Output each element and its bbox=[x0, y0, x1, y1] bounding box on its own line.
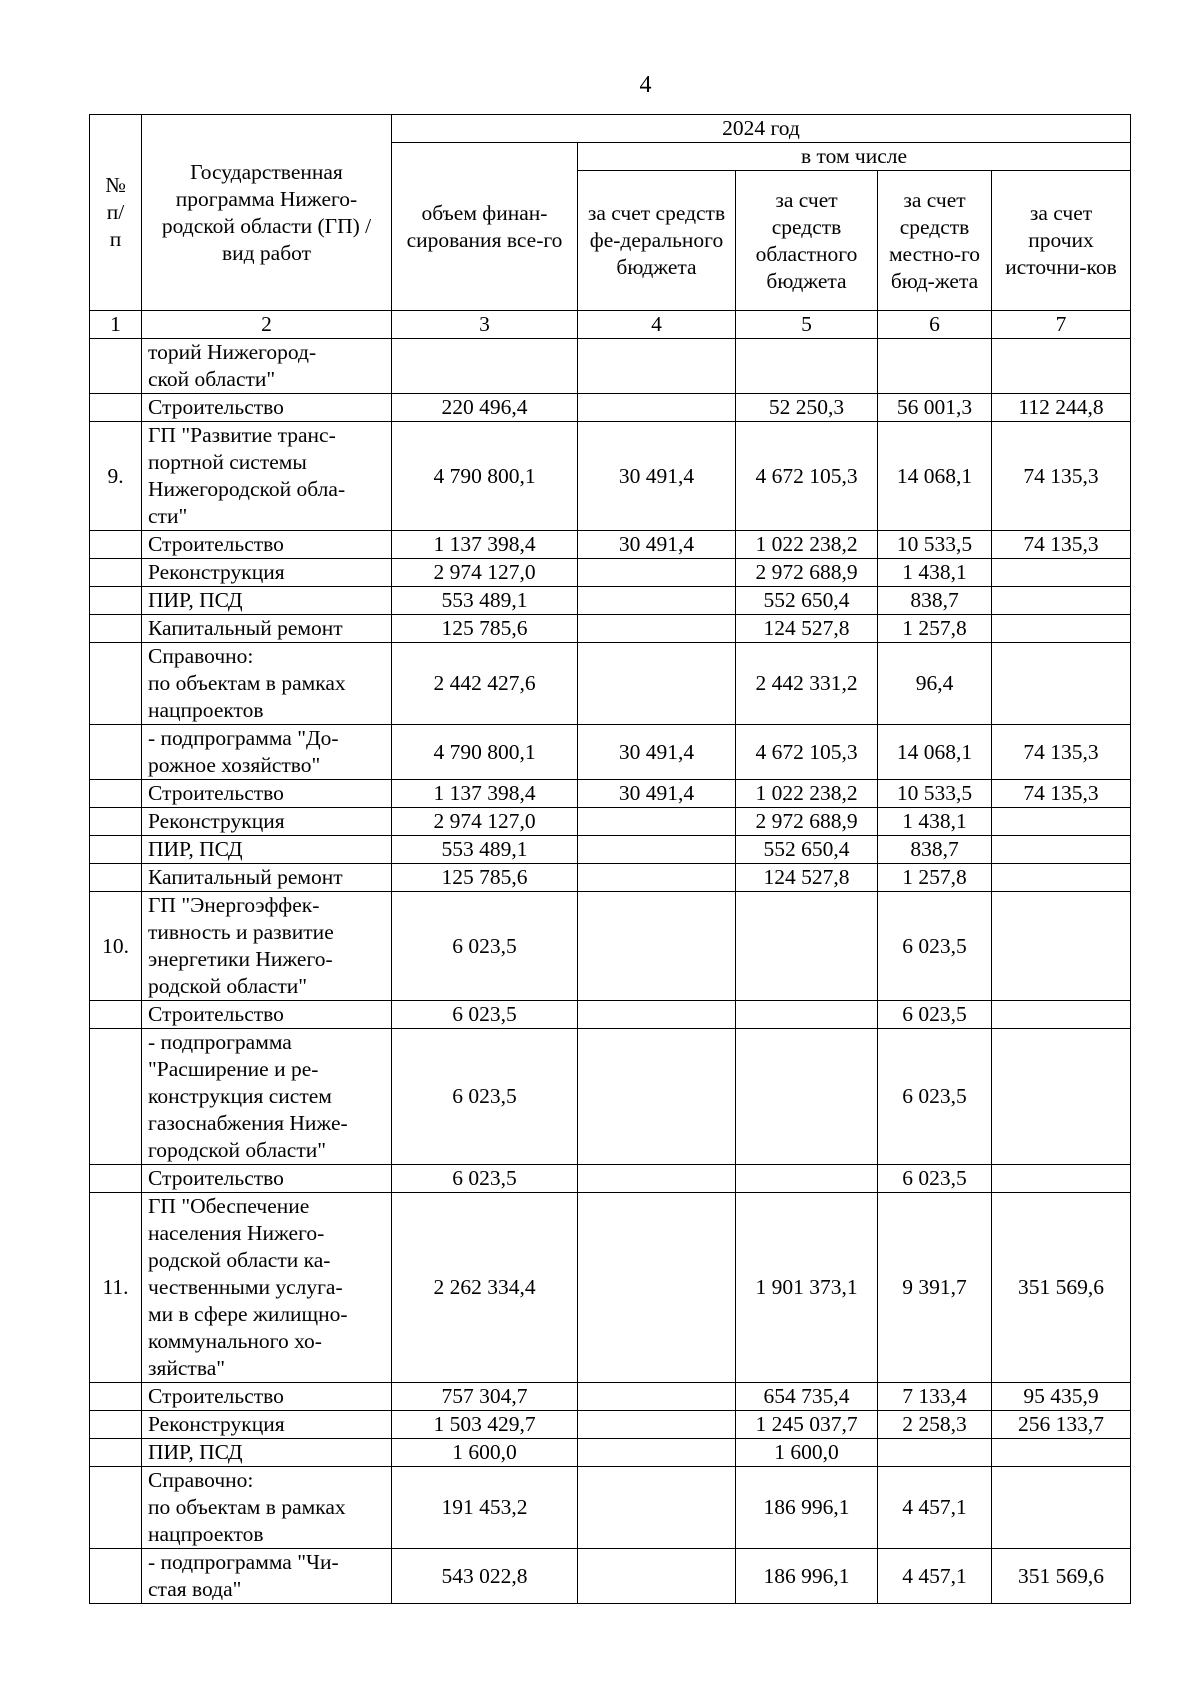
local-budget-cell: 1 438,1 bbox=[878, 559, 992, 587]
table-row bbox=[90, 531, 1131, 559]
local-budget-cell: 4 457,1 bbox=[878, 1549, 992, 1604]
table-row bbox=[90, 615, 1131, 643]
other-sources-cell: 74 135,3 bbox=[992, 422, 1131, 531]
federal-budget-cell bbox=[578, 643, 736, 725]
federal-budget-cell bbox=[578, 892, 736, 1001]
row-number-cell bbox=[90, 1029, 142, 1165]
total-funding-cell: 2 974 127,0 bbox=[392, 559, 578, 587]
regional-budget-cell: 2 972 688,9 bbox=[736, 808, 878, 836]
row-name-cell: Строительство bbox=[142, 531, 392, 559]
federal-budget-cell bbox=[578, 1549, 736, 1604]
other-sources-cell: 351 569,6 bbox=[992, 1549, 1131, 1604]
federal-budget-cell bbox=[578, 615, 736, 643]
other-sources-cell: 256 133,7 bbox=[992, 1411, 1131, 1439]
local-budget-cell: 9 391,7 bbox=[878, 1193, 992, 1383]
total-funding-cell: 1 137 398,4 bbox=[392, 531, 578, 559]
total-funding-cell: 553 489,1 bbox=[392, 836, 578, 864]
row-number-cell bbox=[90, 1383, 142, 1411]
table-row bbox=[90, 422, 1131, 531]
regional-budget-cell: 1 022 238,2 bbox=[736, 531, 878, 559]
row-number-cell bbox=[90, 808, 142, 836]
row-name-cell: - подпрограмма "До- рожное хозяйство" bbox=[142, 725, 392, 780]
regional-budget-cell bbox=[736, 1001, 878, 1029]
regional-budget-cell: 2 972 688,9 bbox=[736, 559, 878, 587]
row-number-cell bbox=[90, 1467, 142, 1549]
table-row bbox=[90, 892, 1131, 1001]
row-name-cell: Реконструкция bbox=[142, 808, 392, 836]
header-col4: за счет средств фе-дерального бюджета bbox=[578, 171, 736, 311]
total-funding-cell: 553 489,1 bbox=[392, 587, 578, 615]
row-name-cell: Справочно: по объектам в рамках нацпроектов bbox=[142, 643, 392, 725]
page-number: 4 bbox=[639, 72, 652, 98]
other-sources-cell bbox=[992, 559, 1131, 587]
col-number: 1 bbox=[90, 311, 142, 339]
regional-budget-cell: 2 442 331,2 bbox=[736, 643, 878, 725]
row-number-cell bbox=[90, 643, 142, 725]
other-sources-cell bbox=[992, 808, 1131, 836]
table-row bbox=[90, 1001, 1131, 1029]
row-name-cell: Справочно: по объектам в рамках нацпроектов bbox=[142, 1467, 392, 1549]
row-number-cell bbox=[90, 725, 142, 780]
header-col3: объем финан-сирования все-го bbox=[392, 143, 578, 311]
row-name-cell: ГП "Развитие транс- портной системы Нижегородской обла- сти" bbox=[142, 422, 392, 531]
row-name-cell: Реконструкция bbox=[142, 559, 392, 587]
federal-budget-cell: 30 491,4 bbox=[578, 725, 736, 780]
row-name-cell: Капитальный ремонт bbox=[142, 615, 392, 643]
regional-budget-cell: 552 650,4 bbox=[736, 587, 878, 615]
header-incl: в том числе bbox=[578, 143, 1131, 171]
local-budget-cell: 6 023,5 bbox=[878, 1001, 992, 1029]
local-budget-cell: 6 023,5 bbox=[878, 1165, 992, 1193]
local-budget-cell bbox=[878, 339, 992, 394]
table-row bbox=[90, 559, 1131, 587]
total-funding-cell: 6 023,5 bbox=[392, 1029, 578, 1165]
federal-budget-cell bbox=[578, 587, 736, 615]
row-name-cell: ГП "Обеспечение населения Нижего- родской области ка- чественными услуга- ми в сфере жилищно- коммунального хо- зяйства" bbox=[142, 1193, 392, 1383]
header-year: 2024 год bbox=[392, 115, 1131, 143]
local-budget-cell: 838,7 bbox=[878, 836, 992, 864]
regional-budget-cell: 654 735,4 bbox=[736, 1383, 878, 1411]
row-number-cell bbox=[90, 339, 142, 394]
total-funding-cell: 125 785,6 bbox=[392, 615, 578, 643]
table-row bbox=[90, 1193, 1131, 1383]
other-sources-cell bbox=[992, 643, 1131, 725]
federal-budget-cell: 30 491,4 bbox=[578, 780, 736, 808]
local-budget-cell: 6 023,5 bbox=[878, 1029, 992, 1165]
regional-budget-cell: 124 527,8 bbox=[736, 615, 878, 643]
federal-budget-cell bbox=[578, 1439, 736, 1467]
other-sources-cell bbox=[992, 864, 1131, 892]
row-number-cell bbox=[90, 1165, 142, 1193]
local-budget-cell: 6 023,5 bbox=[878, 892, 992, 1001]
table-row bbox=[90, 587, 1131, 615]
table-row bbox=[90, 1411, 1131, 1439]
regional-budget-cell: 1 022 238,2 bbox=[736, 780, 878, 808]
table-row bbox=[90, 643, 1131, 725]
local-budget-cell: 2 258,3 bbox=[878, 1411, 992, 1439]
col-number: 6 bbox=[878, 311, 992, 339]
table-row bbox=[90, 1549, 1131, 1604]
other-sources-cell: 74 135,3 bbox=[992, 780, 1131, 808]
row-number-cell bbox=[90, 836, 142, 864]
total-funding-cell: 1 137 398,4 bbox=[392, 780, 578, 808]
row-name-cell: - подпрограмма "Чи- стая вода" bbox=[142, 1549, 392, 1604]
row-number-cell bbox=[90, 1001, 142, 1029]
regional-budget-cell: 186 996,1 bbox=[736, 1467, 878, 1549]
row-number-cell bbox=[90, 587, 142, 615]
federal-budget-cell bbox=[578, 808, 736, 836]
table-row bbox=[90, 1383, 1131, 1411]
total-funding-cell: 2 262 334,4 bbox=[392, 1193, 578, 1383]
row-number-cell: 11. bbox=[90, 1193, 142, 1383]
federal-budget-cell bbox=[578, 1001, 736, 1029]
other-sources-cell bbox=[992, 1001, 1131, 1029]
other-sources-cell bbox=[992, 836, 1131, 864]
row-number-cell: 10. bbox=[90, 892, 142, 1001]
regional-budget-cell: 4 672 105,3 bbox=[736, 422, 878, 531]
row-number-cell bbox=[90, 1549, 142, 1604]
federal-budget-cell bbox=[578, 1383, 736, 1411]
table-row bbox=[90, 394, 1131, 422]
row-name-cell: ГП "Энергоэффек- тивность и развитие энергетики Нижего- родской области" bbox=[142, 892, 392, 1001]
other-sources-cell bbox=[992, 587, 1131, 615]
other-sources-cell: 112 244,8 bbox=[992, 394, 1131, 422]
local-budget-cell: 96,4 bbox=[878, 643, 992, 725]
funding-table bbox=[89, 114, 1131, 1604]
row-name-cell: Строительство bbox=[142, 1383, 392, 1411]
header-col6: за счет средств местно-го бюд-жета bbox=[878, 171, 992, 311]
other-sources-cell bbox=[992, 892, 1131, 1001]
row-number-cell bbox=[90, 559, 142, 587]
row-number-cell: 9. bbox=[90, 422, 142, 531]
other-sources-cell bbox=[992, 1439, 1131, 1467]
row-number-cell bbox=[90, 1439, 142, 1467]
federal-budget-cell bbox=[578, 1193, 736, 1383]
regional-budget-cell: 186 996,1 bbox=[736, 1549, 878, 1604]
header-col1: № п/ п bbox=[90, 115, 142, 311]
table-row bbox=[90, 808, 1131, 836]
total-funding-cell: 2 974 127,0 bbox=[392, 808, 578, 836]
federal-budget-cell bbox=[578, 394, 736, 422]
header-col2: Государственная программа Нижего-родской области (ГП) / вид работ bbox=[142, 115, 392, 311]
regional-budget-cell: 1 901 373,1 bbox=[736, 1193, 878, 1383]
row-number-cell bbox=[90, 531, 142, 559]
local-budget-cell: 14 068,1 bbox=[878, 725, 992, 780]
local-budget-cell: 4 457,1 bbox=[878, 1467, 992, 1549]
row-name-cell: Строительство bbox=[142, 780, 392, 808]
local-budget-cell: 838,7 bbox=[878, 587, 992, 615]
row-name-cell: Капитальный ремонт bbox=[142, 864, 392, 892]
local-budget-cell: 1 257,8 bbox=[878, 864, 992, 892]
federal-budget-cell bbox=[578, 864, 736, 892]
federal-budget-cell: 30 491,4 bbox=[578, 531, 736, 559]
table-row bbox=[90, 1165, 1131, 1193]
row-number-cell bbox=[90, 615, 142, 643]
table-row bbox=[90, 1029, 1131, 1165]
total-funding-cell: 125 785,6 bbox=[392, 864, 578, 892]
federal-budget-cell: 30 491,4 bbox=[578, 422, 736, 531]
other-sources-cell: 74 135,3 bbox=[992, 531, 1131, 559]
total-funding-cell: 757 304,7 bbox=[392, 1383, 578, 1411]
col-number: 4 bbox=[578, 311, 736, 339]
col-number: 3 bbox=[392, 311, 578, 339]
regional-budget-cell: 52 250,3 bbox=[736, 394, 878, 422]
other-sources-cell bbox=[992, 1165, 1131, 1193]
total-funding-cell: 1 600,0 bbox=[392, 1439, 578, 1467]
row-name-cell: - подпрограмма "Расширение и ре- конструкция систем газоснабжения Ниже- городской области" bbox=[142, 1029, 392, 1165]
other-sources-cell: 95 435,9 bbox=[992, 1383, 1131, 1411]
local-budget-cell: 14 068,1 bbox=[878, 422, 992, 531]
col-number: 5 bbox=[736, 311, 878, 339]
regional-budget-cell: 552 650,4 bbox=[736, 836, 878, 864]
other-sources-cell bbox=[992, 615, 1131, 643]
header-col5: за счет средств областного бюджета bbox=[736, 171, 878, 311]
row-name-cell: Строительство bbox=[142, 1001, 392, 1029]
total-funding-cell: 6 023,5 bbox=[392, 892, 578, 1001]
col-number: 7 bbox=[992, 311, 1131, 339]
local-budget-cell: 10 533,5 bbox=[878, 531, 992, 559]
table-row bbox=[90, 864, 1131, 892]
table-row bbox=[90, 780, 1131, 808]
other-sources-cell: 74 135,3 bbox=[992, 725, 1131, 780]
total-funding-cell: 6 023,5 bbox=[392, 1165, 578, 1193]
local-budget-cell: 1 438,1 bbox=[878, 808, 992, 836]
row-name-cell: Строительство bbox=[142, 1165, 392, 1193]
row-name-cell: Строительство bbox=[142, 394, 392, 422]
row-number-cell bbox=[90, 1411, 142, 1439]
local-budget-cell: 10 533,5 bbox=[878, 780, 992, 808]
other-sources-cell: 351 569,6 bbox=[992, 1193, 1131, 1383]
regional-budget-cell: 1 245 037,7 bbox=[736, 1411, 878, 1439]
col-number: 2 bbox=[142, 311, 392, 339]
local-budget-cell: 1 257,8 bbox=[878, 615, 992, 643]
total-funding-cell: 4 790 800,1 bbox=[392, 725, 578, 780]
table-row bbox=[90, 339, 1131, 394]
table-row bbox=[90, 836, 1131, 864]
other-sources-cell bbox=[992, 339, 1131, 394]
row-name-cell: ПИР, ПСД bbox=[142, 836, 392, 864]
row-number-cell bbox=[90, 780, 142, 808]
regional-budget-cell: 1 600,0 bbox=[736, 1439, 878, 1467]
federal-budget-cell bbox=[578, 559, 736, 587]
total-funding-cell: 1 503 429,7 bbox=[392, 1411, 578, 1439]
total-funding-cell bbox=[392, 339, 578, 394]
table-row bbox=[90, 725, 1131, 780]
row-name-cell: торий Нижегород- ской области" bbox=[142, 339, 392, 394]
header-col7: за счет прочих источни-ков bbox=[992, 171, 1131, 311]
row-name-cell: ПИР, ПСД bbox=[142, 1439, 392, 1467]
total-funding-cell: 220 496,4 bbox=[392, 394, 578, 422]
federal-budget-cell bbox=[578, 1467, 736, 1549]
regional-budget-cell bbox=[736, 892, 878, 1001]
table-row bbox=[90, 1467, 1131, 1549]
total-funding-cell: 543 022,8 bbox=[392, 1549, 578, 1604]
other-sources-cell bbox=[992, 1467, 1131, 1549]
federal-budget-cell bbox=[578, 1165, 736, 1193]
local-budget-cell: 7 133,4 bbox=[878, 1383, 992, 1411]
total-funding-cell: 6 023,5 bbox=[392, 1001, 578, 1029]
row-number-cell bbox=[90, 864, 142, 892]
row-name-cell: Реконструкция bbox=[142, 1411, 392, 1439]
regional-budget-cell bbox=[736, 1165, 878, 1193]
total-funding-cell: 2 442 427,6 bbox=[392, 643, 578, 725]
regional-budget-cell: 4 672 105,3 bbox=[736, 725, 878, 780]
row-number-cell bbox=[90, 394, 142, 422]
regional-budget-cell bbox=[736, 339, 878, 394]
local-budget-cell bbox=[878, 1439, 992, 1467]
row-name-cell: ПИР, ПСД bbox=[142, 587, 392, 615]
regional-budget-cell bbox=[736, 1029, 878, 1165]
federal-budget-cell bbox=[578, 836, 736, 864]
federal-budget-cell bbox=[578, 1029, 736, 1165]
local-budget-cell: 56 001,3 bbox=[878, 394, 992, 422]
federal-budget-cell bbox=[578, 339, 736, 394]
regional-budget-cell: 124 527,8 bbox=[736, 864, 878, 892]
total-funding-cell: 191 453,2 bbox=[392, 1467, 578, 1549]
total-funding-cell: 4 790 800,1 bbox=[392, 422, 578, 531]
other-sources-cell bbox=[992, 1029, 1131, 1165]
federal-budget-cell bbox=[578, 1411, 736, 1439]
table-row bbox=[90, 1439, 1131, 1467]
column-numbers-row bbox=[90, 311, 1131, 339]
